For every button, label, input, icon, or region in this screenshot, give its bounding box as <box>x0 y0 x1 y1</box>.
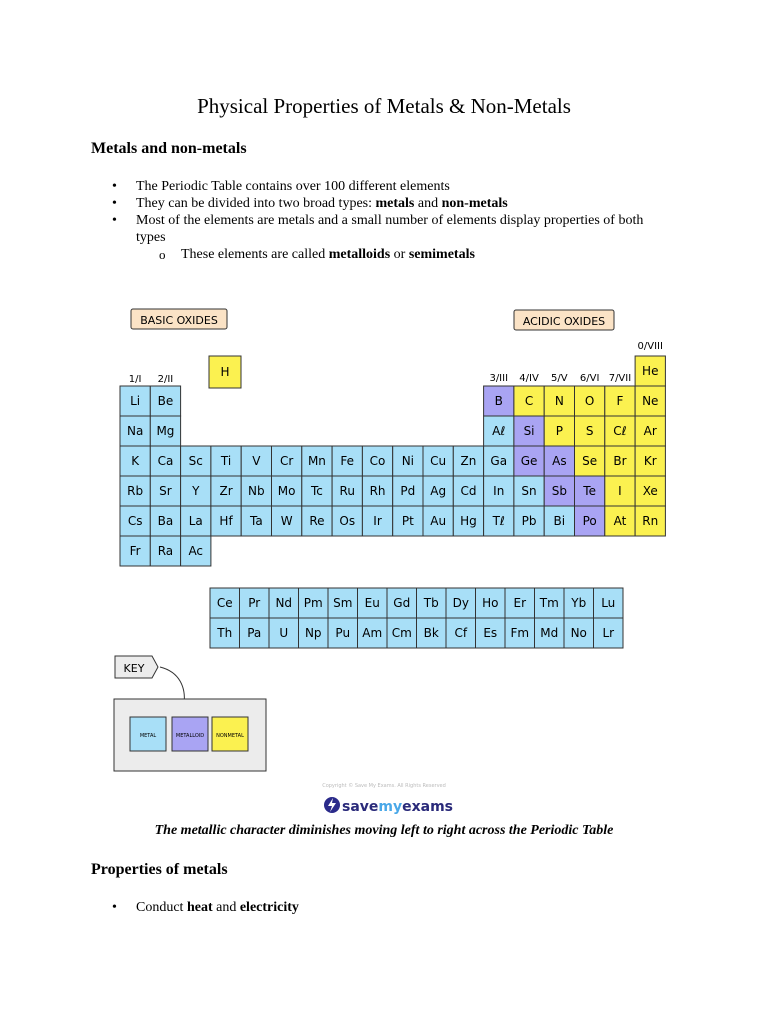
group-label: 3/III <box>489 373 509 384</box>
element-symbol: Ra <box>157 544 174 558</box>
element-symbol: Sb <box>551 484 567 498</box>
element-cell <box>211 446 241 476</box>
key-arrow-icon <box>160 667 184 704</box>
element-symbol: Cu <box>430 454 447 468</box>
element-cell <box>484 446 514 476</box>
element-cell <box>575 476 605 506</box>
element-cell <box>150 446 180 476</box>
element-symbol: Cℓ <box>613 424 627 438</box>
element-cell <box>272 446 302 476</box>
copyright-text: Copyright © Save My Exams. All Rights Reserved <box>322 783 446 789</box>
element-symbol: Tm <box>539 596 559 610</box>
element-symbol: O <box>584 394 595 408</box>
element-cell <box>476 618 506 648</box>
element-cell <box>605 476 635 506</box>
element-symbol: Ir <box>373 514 382 528</box>
element-cell <box>423 446 453 476</box>
element-cell <box>362 506 392 536</box>
figure-caption: The metallic character diminishes moving left to right across the Periodic Table <box>154 823 614 838</box>
element-symbol: As <box>552 454 567 468</box>
element-symbol: Bk <box>423 626 439 640</box>
element-symbol: Sm <box>333 596 353 610</box>
element-cell <box>575 416 605 446</box>
element-symbol: U <box>279 626 289 640</box>
element-cell <box>535 618 565 648</box>
element-cell <box>544 446 574 476</box>
element-symbol: Rb <box>127 484 144 498</box>
element-symbol: Xe <box>642 484 658 498</box>
element-cell <box>241 446 271 476</box>
element-symbol: C <box>524 394 534 408</box>
element-cell <box>181 446 211 476</box>
list-item: • Most of the elements are metals and a small number of elements display properties of both types <box>112 213 644 245</box>
element-cell <box>605 446 635 476</box>
element-cell <box>514 446 544 476</box>
element-symbol: He <box>642 364 659 378</box>
element-cell <box>514 416 544 446</box>
element-cell <box>332 506 362 536</box>
key-label: KEY <box>123 662 145 675</box>
element-symbol: Ge <box>520 454 538 468</box>
element-symbol: Re <box>309 514 325 528</box>
section-heading-metals-nonmetals: Metals and non-metals <box>91 140 247 157</box>
element-cell <box>635 506 665 536</box>
element-symbol: N <box>554 394 564 408</box>
element-cell <box>505 618 535 648</box>
element-symbol: H <box>220 365 230 379</box>
element-symbol: Hf <box>219 514 233 528</box>
element-symbol: Lu <box>601 596 616 610</box>
element-symbol: Tℓ <box>492 514 505 528</box>
element-cell <box>453 476 483 506</box>
element-symbol: Mn <box>307 454 326 468</box>
element-cell <box>575 386 605 416</box>
element-symbol: Pb <box>521 514 537 528</box>
element-symbol: Hg <box>460 514 477 528</box>
element-cell <box>362 446 392 476</box>
element-symbol: No <box>570 626 587 640</box>
element-cell <box>564 588 594 618</box>
group-label: 0/VIII <box>637 341 663 352</box>
element-cell <box>299 618 329 648</box>
list-item: • Conduct heat and electricity <box>112 900 299 915</box>
element-cell <box>332 476 362 506</box>
element-cell <box>302 446 332 476</box>
element-symbol: Ar <box>643 424 657 438</box>
element-symbol: Na <box>126 424 144 438</box>
element-symbol: W <box>280 514 293 528</box>
element-symbol: K <box>131 454 140 468</box>
element-symbol: P <box>555 424 563 438</box>
element-symbol: Fe <box>340 454 355 468</box>
element-symbol: Au <box>430 514 447 528</box>
list-item: • The Periodic Table contains over 100 different elements <box>112 179 450 194</box>
element-cell <box>476 588 506 618</box>
element-symbol: Ag <box>430 484 447 498</box>
element-cell <box>269 618 299 648</box>
element-cell <box>575 506 605 536</box>
element-symbol: Te <box>583 484 596 498</box>
element-cell <box>535 588 565 618</box>
element-symbol: Pt <box>401 514 414 528</box>
element-cell <box>446 618 476 648</box>
element-symbol: Zr <box>219 484 233 498</box>
element-cell <box>605 416 635 446</box>
element-symbol: Fr <box>129 544 141 558</box>
element-symbol: Ta <box>249 514 263 528</box>
element-cell <box>605 386 635 416</box>
element-cell <box>211 476 241 506</box>
sub-list-item: o These elements are called metalloids or semimetals <box>159 247 475 262</box>
element-cell <box>635 476 665 506</box>
element-cell <box>423 476 453 506</box>
element-symbol: Nb <box>248 484 265 498</box>
key-metalloid-label: METALLOID <box>175 733 205 739</box>
element-symbol: Sn <box>521 484 537 498</box>
element-symbol: V <box>252 454 261 468</box>
element-symbol: Rh <box>369 484 386 498</box>
element-symbol: Sr <box>159 484 172 498</box>
element-symbol: Si <box>523 424 535 438</box>
element-symbol: F <box>616 394 624 408</box>
element-cell <box>120 386 150 416</box>
element-symbol: B <box>494 394 503 408</box>
element-symbol: Be <box>157 394 174 408</box>
group-label: 7/VII <box>608 373 632 384</box>
element-cell <box>393 476 423 506</box>
element-symbol: Pr <box>248 596 261 610</box>
element-symbol: Ni <box>401 454 415 468</box>
element-cell <box>544 416 574 446</box>
element-cell <box>635 386 665 416</box>
element-symbol: Zn <box>460 454 477 468</box>
element-symbol: Ac <box>188 544 204 558</box>
element-symbol: Ho <box>482 596 499 610</box>
element-symbol: Pu <box>335 626 351 640</box>
element-symbol: Kr <box>643 454 657 468</box>
element-cell <box>120 446 150 476</box>
element-symbol: Tb <box>423 596 439 610</box>
element-cell <box>241 506 271 536</box>
element-cell <box>209 356 241 388</box>
element-symbol: La <box>188 514 203 528</box>
bullet-icon: • <box>112 900 117 915</box>
element-symbol: Tc <box>311 484 323 498</box>
element-cell <box>269 588 299 618</box>
element-symbol: Gd <box>393 596 411 610</box>
bullet-icon: • <box>112 196 117 211</box>
element-cell <box>120 536 150 566</box>
element-symbol: Sc <box>188 454 203 468</box>
element-symbol: Ru <box>339 484 355 498</box>
element-symbol: Mg <box>156 424 175 438</box>
element-cell <box>423 506 453 536</box>
element-cell <box>635 446 665 476</box>
bullet-list <box>112 178 672 263</box>
element-cell <box>484 416 514 446</box>
element-cell <box>446 588 476 618</box>
element-symbol: Li <box>130 394 141 408</box>
element-cell <box>605 506 635 536</box>
bullet-list-properties <box>112 899 672 916</box>
element-symbol: Ca <box>157 454 174 468</box>
element-symbol: Po <box>582 514 597 528</box>
bullet-icon: • <box>112 213 117 228</box>
element-cell <box>362 476 392 506</box>
group-label: 6/VI <box>579 373 600 384</box>
key-nonmetal-label: NONMETAL <box>216 733 244 739</box>
element-symbol: Es <box>483 626 498 640</box>
element-cell <box>302 476 332 506</box>
element-cell <box>544 476 574 506</box>
element-cell <box>514 386 544 416</box>
section-heading-properties-of-metals: Properties of metals <box>91 861 228 878</box>
element-symbol: Fm <box>510 626 530 640</box>
element-symbol: Ba <box>157 514 174 528</box>
element-cell <box>594 618 624 648</box>
element-cell <box>240 618 270 648</box>
element-cell <box>544 386 574 416</box>
element-symbol: At <box>613 514 627 528</box>
element-cell <box>241 476 271 506</box>
element-cell <box>575 446 605 476</box>
element-symbol: Pm <box>303 596 323 610</box>
element-symbol: Ti <box>220 454 232 468</box>
element-cell <box>211 506 241 536</box>
element-cell <box>210 618 240 648</box>
key-metal-label: METAL <box>139 733 157 739</box>
element-symbol: In <box>493 484 505 498</box>
sub-bullet-icon: o <box>159 247 166 262</box>
element-cell <box>120 416 150 446</box>
element-symbol: Pd <box>400 484 416 498</box>
element-cell <box>302 506 332 536</box>
element-symbol: Nd <box>275 596 293 610</box>
page-title: Physical Properties of Metals & Non-Metals <box>197 94 571 118</box>
element-cell <box>387 618 417 648</box>
element-symbol: Dy <box>452 596 469 610</box>
element-cell <box>150 476 180 506</box>
element-symbol: Lr <box>602 626 615 640</box>
periodic-table-figure <box>0 300 768 820</box>
element-symbol: Se <box>582 454 598 468</box>
element-symbol: Bi <box>553 514 566 528</box>
element-symbol: Ne <box>642 394 659 408</box>
element-cell <box>150 416 180 446</box>
element-cell <box>484 476 514 506</box>
element-cell <box>594 588 624 618</box>
element-symbol: Mo <box>277 484 296 498</box>
element-symbol: Cf <box>454 626 468 640</box>
element-symbol: Cm <box>391 626 412 640</box>
element-cell <box>150 536 180 566</box>
element-symbol: S <box>585 424 594 438</box>
element-cell <box>514 506 544 536</box>
element-cell <box>120 476 150 506</box>
element-cell <box>358 588 388 618</box>
element-cell <box>272 506 302 536</box>
element-cell <box>332 446 362 476</box>
element-symbol: Y <box>192 484 200 498</box>
element-cell <box>453 446 483 476</box>
bullet-icon: • <box>112 179 117 194</box>
element-cell <box>328 618 358 648</box>
element-symbol: Np <box>304 626 322 640</box>
element-cell <box>210 588 240 618</box>
element-cell <box>417 588 447 618</box>
group-label: 4/IV <box>519 373 539 384</box>
element-cell <box>453 506 483 536</box>
element-cell <box>328 588 358 618</box>
element-symbol: Cd <box>460 484 477 498</box>
element-cell <box>484 506 514 536</box>
element-symbol: I <box>618 484 622 498</box>
element-cell <box>299 588 329 618</box>
element-cell <box>484 386 514 416</box>
element-cell <box>150 386 180 416</box>
element-cell <box>393 506 423 536</box>
element-symbol: Er <box>513 596 527 610</box>
element-cell <box>358 618 388 648</box>
element-cell <box>181 536 211 566</box>
element-cell <box>635 356 665 386</box>
element-symbol: Th <box>217 626 233 640</box>
logo-wordmark: savemyexams <box>342 799 454 815</box>
element-cell <box>514 476 544 506</box>
element-symbol: Cr <box>279 454 294 468</box>
element-symbol: Pa <box>247 626 262 640</box>
element-symbol: Cs <box>127 514 143 528</box>
basic-oxides-label: BASIC OXIDES <box>140 314 218 327</box>
element-cell <box>272 476 302 506</box>
element-cell <box>240 588 270 618</box>
element-cell <box>181 476 211 506</box>
element-cell <box>635 416 665 446</box>
element-symbol: Yb <box>571 596 587 610</box>
group-label: 5/V <box>551 373 568 384</box>
element-cell <box>393 446 423 476</box>
list-item: • They can be divided into two broad types: metals and non-metals <box>112 196 508 211</box>
element-symbol: Ce <box>216 596 233 610</box>
element-symbol: Md <box>540 626 559 640</box>
element-cell <box>150 506 180 536</box>
element-cell <box>564 618 594 648</box>
element-symbol: Ga <box>490 454 508 468</box>
element-symbol: Aℓ <box>492 424 506 438</box>
element-cell <box>417 618 447 648</box>
element-symbol: Rn <box>642 514 659 528</box>
element-cell <box>387 588 417 618</box>
element-cell <box>505 588 535 618</box>
acidic-oxides-label: ACIDIC OXIDES <box>522 315 606 328</box>
element-symbol: Os <box>339 514 356 528</box>
element-symbol: Eu <box>364 596 380 610</box>
element-cell <box>181 506 211 536</box>
element-symbol: Co <box>369 454 386 468</box>
group-label: 1/I <box>128 374 142 385</box>
element-symbol: Br <box>613 454 627 468</box>
element-cell <box>120 506 150 536</box>
element-symbol: Am <box>362 626 383 640</box>
group-label: 2/II <box>157 374 174 385</box>
element-cell <box>544 506 574 536</box>
